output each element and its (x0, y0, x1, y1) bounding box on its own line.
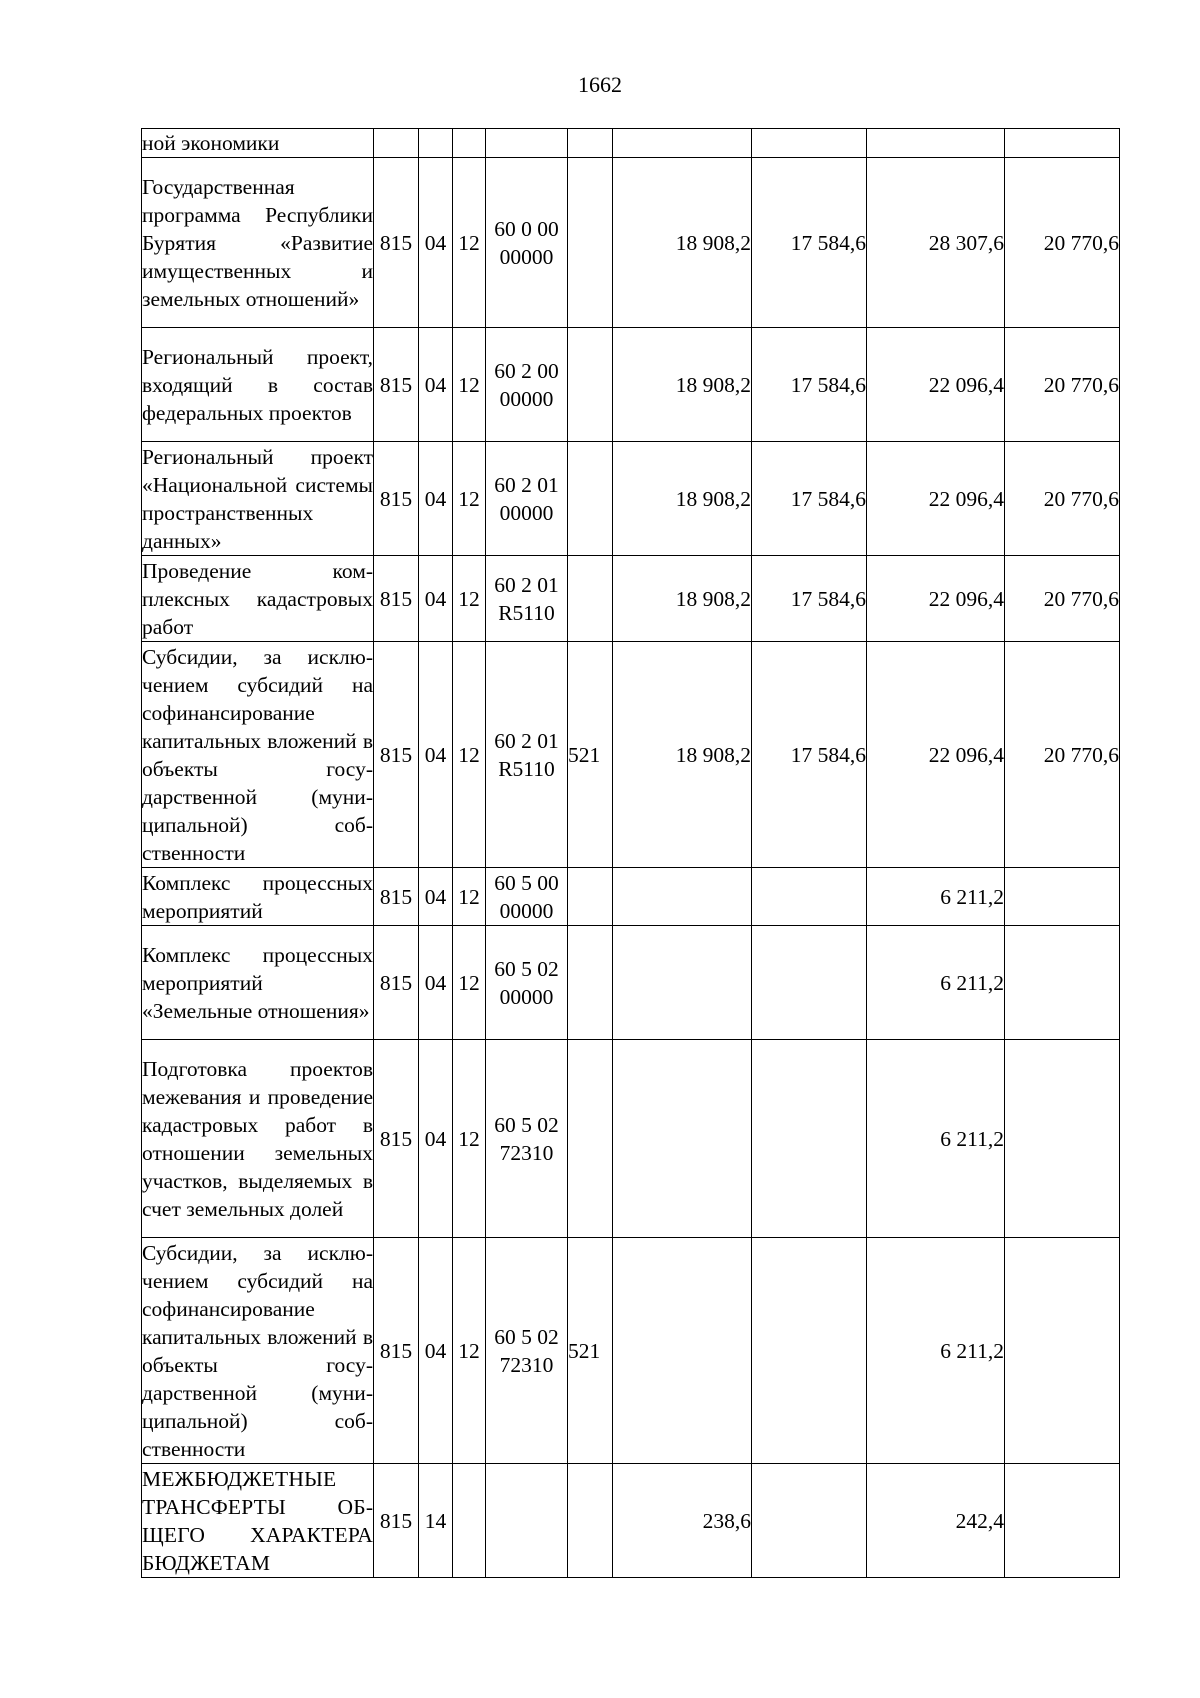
grbs-code-cell: 815 (374, 442, 419, 556)
grbs-code-cell: 815 (374, 556, 419, 642)
amount-cell-2 (752, 1464, 867, 1578)
amount-cell-3: 28 307,6 (867, 158, 1005, 328)
subsection-code-cell (453, 129, 486, 158)
budget-table (141, 128, 1120, 1578)
amount-cell-1 (613, 868, 752, 926)
amount-cell-2: 17 584,6 (752, 556, 867, 642)
expense-type-cell (568, 1464, 613, 1578)
row-name-cell: МЕЖБЮДЖЕТНЫЕ ТРАНСФЕРТЫ ОБЩЕГО ХАРАКТЕРА БЮДЖЕТАМ (142, 1464, 374, 1578)
row-name-cell: Подготовка проектов межевания и проведение кадастровых работ в отношении земельных участков, выделяемых в счет земельных долей (142, 1040, 374, 1238)
grbs-code-cell: 815 (374, 868, 419, 926)
amount-cell-4: 20 770,6 (1005, 556, 1120, 642)
target-article-cell: 60 5 00 00000 (486, 868, 568, 926)
amount-cell-3 (867, 129, 1005, 158)
amount-cell-3: 6 211,2 (867, 926, 1005, 1040)
section-code-cell: 04 (419, 442, 453, 556)
amount-cell-3: 22 096,4 (867, 556, 1005, 642)
subsection-code-cell: 12 (453, 642, 486, 868)
amount-cell-4 (1005, 1040, 1120, 1238)
amount-cell-2: 17 584,6 (752, 158, 867, 328)
amount-cell-4 (1005, 129, 1120, 158)
expense-type-cell (568, 129, 613, 158)
amount-cell-3: 6 211,2 (867, 1238, 1005, 1464)
amount-cell-3: 6 211,2 (867, 868, 1005, 926)
section-code-cell: 04 (419, 926, 453, 1040)
amount-cell-4 (1005, 868, 1120, 926)
target-article-cell (486, 1464, 568, 1578)
amount-cell-2 (752, 1238, 867, 1464)
subsection-code-cell (453, 1464, 486, 1578)
expense-type-cell (568, 442, 613, 556)
amount-cell-1 (613, 1040, 752, 1238)
amount-cell-1: 18 908,2 (613, 442, 752, 556)
amount-cell-3: 242,4 (867, 1464, 1005, 1578)
amount-cell-1 (613, 926, 752, 1040)
table-row (142, 1040, 1120, 1238)
table-row (142, 158, 1120, 328)
expense-type-cell (568, 158, 613, 328)
subsection-code-cell: 12 (453, 1238, 486, 1464)
table-row (142, 868, 1120, 926)
section-code-cell: 14 (419, 1464, 453, 1578)
section-code-cell: 04 (419, 642, 453, 868)
amount-cell-2 (752, 129, 867, 158)
grbs-code-cell: 815 (374, 1040, 419, 1238)
row-name-cell: Комплекс процессных мероприятий «Земельные отношения» (142, 926, 374, 1040)
amount-cell-2 (752, 926, 867, 1040)
amount-cell-1 (613, 1238, 752, 1464)
expense-type-cell: 521 (568, 1238, 613, 1464)
section-code-cell: 04 (419, 868, 453, 926)
expense-type-cell (568, 328, 613, 442)
subsection-code-cell: 12 (453, 328, 486, 442)
expense-type-cell (568, 868, 613, 926)
amount-cell-1: 18 908,2 (613, 158, 752, 328)
row-name-cell: Проведение комплексных кадастровых работ (142, 556, 374, 642)
target-article-cell: 60 5 02 72310 (486, 1040, 568, 1238)
amount-cell-3: 6 211,2 (867, 1040, 1005, 1238)
amount-cell-1: 18 908,2 (613, 556, 752, 642)
target-article-cell (486, 129, 568, 158)
table-row (142, 442, 1120, 556)
amount-cell-4 (1005, 1464, 1120, 1578)
amount-cell-1: 238,6 (613, 1464, 752, 1578)
expense-type-cell (568, 556, 613, 642)
subsection-code-cell: 12 (453, 442, 486, 556)
table-body (142, 129, 1120, 1578)
amount-cell-4: 20 770,6 (1005, 642, 1120, 868)
amount-cell-4 (1005, 1238, 1120, 1464)
row-name-cell: Региональный проект «Национальной системы пространственных данных» (142, 442, 374, 556)
row-name-cell: Комплекс процессных мероприятий (142, 868, 374, 926)
section-code-cell: 04 (419, 158, 453, 328)
grbs-code-cell: 815 (374, 158, 419, 328)
section-code-cell: 04 (419, 1238, 453, 1464)
table-row (142, 556, 1120, 642)
row-name-cell: Субсидии, за исключением субсидий на софинансирование капитальных вложений в объекты государственной (муниципальной) собственности (142, 1238, 374, 1464)
expense-type-cell (568, 926, 613, 1040)
grbs-code-cell: 815 (374, 642, 419, 868)
table-row (142, 1238, 1120, 1464)
table-row (142, 1464, 1120, 1578)
target-article-cell: 60 2 01 00000 (486, 442, 568, 556)
section-code-cell: 04 (419, 1040, 453, 1238)
amount-cell-3: 22 096,4 (867, 642, 1005, 868)
row-name-cell: Региональный проект, входящий в состав федеральных проектов (142, 328, 374, 442)
grbs-code-cell: 815 (374, 1464, 419, 1578)
grbs-code-cell: 815 (374, 328, 419, 442)
grbs-code-cell: 815 (374, 1238, 419, 1464)
section-code-cell (419, 129, 453, 158)
target-article-cell: 60 5 02 72310 (486, 1238, 568, 1464)
amount-cell-1 (613, 129, 752, 158)
subsection-code-cell: 12 (453, 926, 486, 1040)
page-number: 1662 (578, 72, 622, 97)
grbs-code-cell (374, 129, 419, 158)
section-code-cell: 04 (419, 556, 453, 642)
amount-cell-1: 18 908,2 (613, 642, 752, 868)
target-article-cell: 60 5 02 00000 (486, 926, 568, 1040)
expense-type-cell (568, 1040, 613, 1238)
target-article-cell: 60 2 01 R5110 (486, 642, 568, 868)
table-row (142, 328, 1120, 442)
expense-type-cell: 521 (568, 642, 613, 868)
amount-cell-2 (752, 1040, 867, 1238)
amount-cell-4: 20 770,6 (1005, 442, 1120, 556)
amount-cell-4: 20 770,6 (1005, 328, 1120, 442)
amount-cell-3: 22 096,4 (867, 328, 1005, 442)
grbs-code-cell: 815 (374, 926, 419, 1040)
subsection-code-cell: 12 (453, 868, 486, 926)
subsection-code-cell: 12 (453, 158, 486, 328)
amount-cell-2: 17 584,6 (752, 442, 867, 556)
table-row (142, 926, 1120, 1040)
amount-cell-2: 17 584,6 (752, 328, 867, 442)
amount-cell-3: 22 096,4 (867, 442, 1005, 556)
row-name-cell: Государственная программа Республики Бурятия «Развитие имущественных и земельных отношений» (142, 158, 374, 328)
subsection-code-cell: 12 (453, 1040, 486, 1238)
target-article-cell: 60 0 00 00000 (486, 158, 568, 328)
table-row (142, 642, 1120, 868)
amount-cell-2 (752, 868, 867, 926)
section-code-cell: 04 (419, 328, 453, 442)
subsection-code-cell: 12 (453, 556, 486, 642)
row-name-cell: ной экономики (142, 129, 374, 158)
target-article-cell: 60 2 01 R5110 (486, 556, 568, 642)
table-row (142, 129, 1120, 158)
amount-cell-4 (1005, 926, 1120, 1040)
target-article-cell: 60 2 00 00000 (486, 328, 568, 442)
amount-cell-4: 20 770,6 (1005, 158, 1120, 328)
row-name-cell: Субсидии, за исключением субсидий на софинансирование капитальных вложений в объекты государственной (муниципальной) собственности (142, 642, 374, 868)
amount-cell-2: 17 584,6 (752, 642, 867, 868)
amount-cell-1: 18 908,2 (613, 328, 752, 442)
